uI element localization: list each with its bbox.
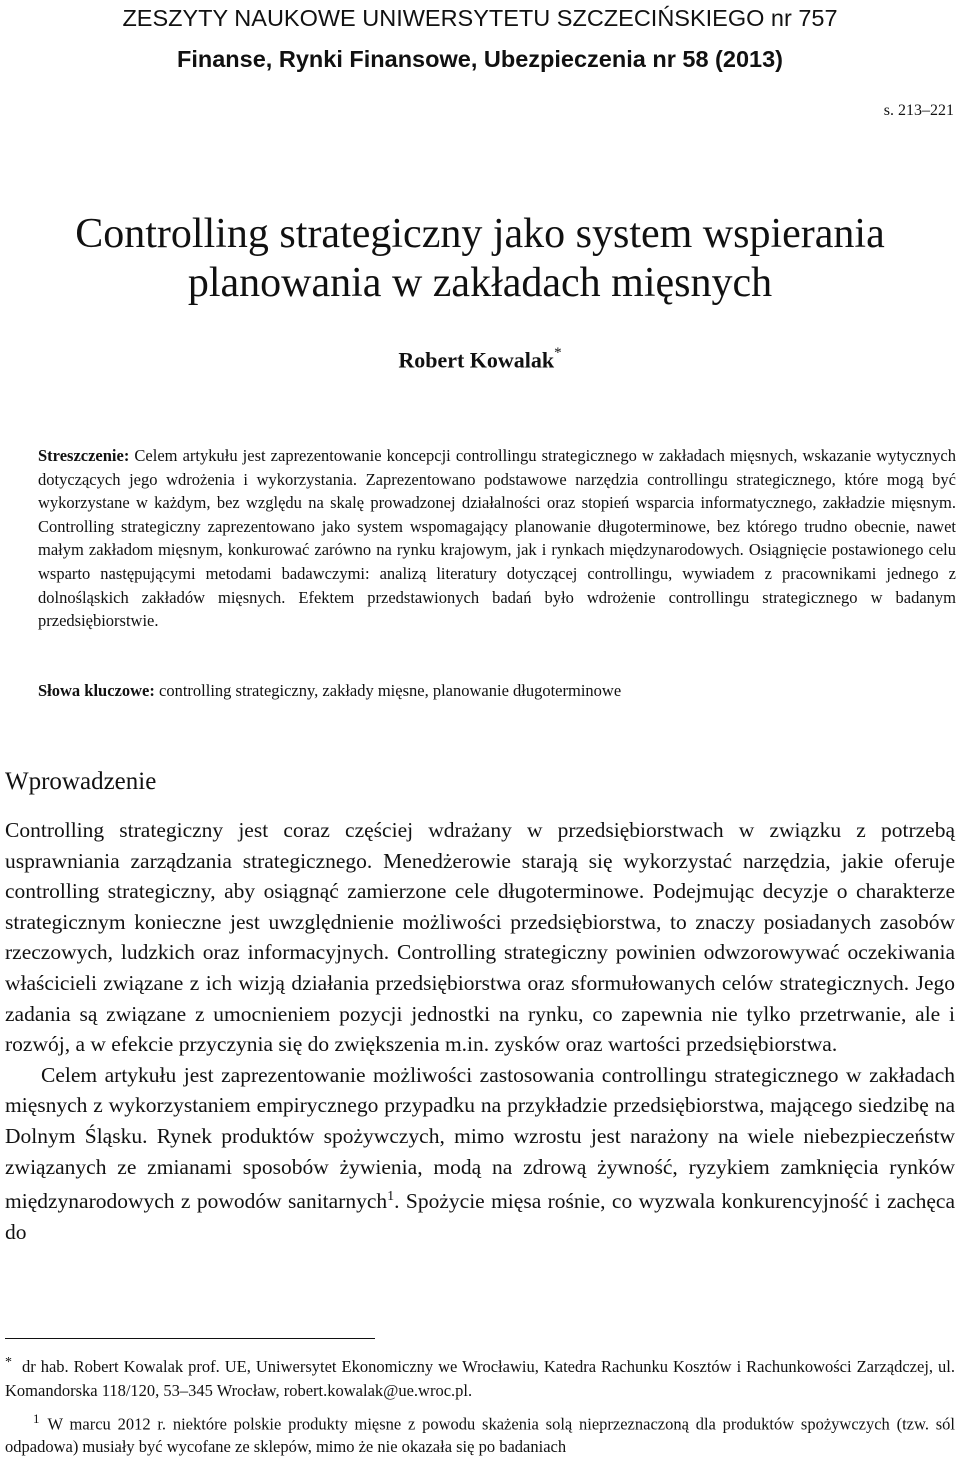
paragraph-1: Controlling strategiczny jest coraz częściej wdrażany w przedsiębiorstwach w związku z potrzebą usprawniania zarządzania strategicznego. Menedżerowie starają się wykorzystać narzędzia, jakie oferuje controlling strategiczny, aby osiągnąć zamierzone cele długoterminowe. Podejmując decyzje o charakterze strategicznym konieczne jest uwzględnienie możliwości przedsiębiorstwa, to znaczy posiadanych zasobów rzeczowych, ludzkich oraz informacyjnych. Controlling strategiczny powinien odwzorowywać oczekiwania właścicieli związane z ich wizją działania przedsiębiorstwa oraz sformułowanych celów strategicznych. Jego zadania są związane z umocnieniem pozycji jednostki na rynku, co zapewnia nie tylko przetrwanie, ale i rozwój, a w efekcie przyczynia się do zwiększenia m.in. zysków oraz wartości przedsiębiorstwa.: [5, 818, 955, 1057]
abstract-text: Celem artykułu jest zaprezentowanie koncepcji controllingu strategicznego w zakładach mięsnych, wskazanie wytycznych dotyczących jego wdrożenia i wykorzystania. Zaprezentowano podstawowe narzędzia controllingu strategicznego, które mogą być wykorzystane w każdym, bez względu na skalę prowadzonej działalności oraz stopień wsparcia informatycznego, zakładzie mięsnym. Controlling strategiczny zaprezentowano jako system wspomagający planowanie długoterminowe, bez którego trudno obecnie, nawet małym zakładom mięsnym, konkurować zarówno na rynku krajowym, jak i rynkach międzynarodowych. Osiągnięcie postawionego celu wsparto następującymi metodami badawczymi: analizą literatury dotyczącej controllingu, wywiadem z pracownikami jednego z dolnośląskich zakładów mięsnych. Efektem przedstawionych badań było wdrożenie controllingu strategicznego w badanym przedsiębiorstwie.: [38, 446, 956, 631]
article-title-line1: Controlling strategiczny jako system wspierania: [75, 211, 885, 257]
paragraph-2: [5, 1060, 955, 1248]
journal-series-title: ZESZYTY NAUKOWE UNIWERSYTETU SZCZECIŃSKIEGO nr 757: [122, 5, 838, 31]
author-name: Robert Kowalak: [398, 347, 555, 373]
journal-issue-title: Finanse, Rynki Finansowe, Ubezpieczenia nr 58 (2013): [177, 46, 783, 72]
article-title: [0, 210, 960, 308]
keywords-label: Słowa kluczowe:: [38, 681, 155, 700]
footnote-ref-1: 1: [387, 1189, 395, 1205]
footnotes: [5, 1356, 955, 1458]
author-footnote-mark: *: [554, 345, 562, 361]
abstract: [38, 444, 956, 633]
footnote-1: [5, 1408, 955, 1458]
author: [0, 340, 960, 375]
section-heading: Wprowadzenie: [5, 768, 157, 795]
footnote-author-text: dr hab. Robert Kowalak prof. UE, Uniwersytet Ekonomiczny we Wrocławiu, Katedra Rachunku Kosztów i Rachunkowości Zarządczej, ul. Komandorska 118/120, 53–345 Wrocław, robert.kowalak@ue.wroc.pl.: [5, 1357, 955, 1400]
body-text: [5, 815, 955, 1247]
abstract-label: Streszczenie:: [38, 446, 130, 465]
keywords: [38, 679, 956, 703]
keywords-text: controlling strategiczny, zakłady mięsne, planowanie długoterminowe: [159, 681, 622, 700]
footnote-1-text: W marcu 2012 r. niektóre polskie produkty mięsne z powodu skażenia solą nieprzeznaczoną dla produktów spożywczych (tzw. sól odpadowa) musiały być wycofane ze sklepów, mimo że nie okazała się po badaniach: [5, 1414, 955, 1456]
paragraph-2-text-b: . Spożycie mięsa rośnie, co wyzwala konkurencyjność i zachęca do: [5, 1189, 955, 1244]
page-range: s. 213–221: [883, 102, 954, 119]
footnote-author: [5, 1356, 955, 1402]
paragraph-2-text-a: Celem artykułu jest zaprezentowanie możliwości zastosowania controllingu strategicznego w zakładach mięsnych z wykorzystaniem empirycznego przypadku na przykładzie przedsiębiorstwa, mającego siedzibę na Dolnym Śląsku. Rynek produktów spożywczych, mimo wzrostu jest narażony na wiele niebezpieczeństw związanych ze zmianami sposobów żywienia, modą na zdrową żywność, ryzykiem zamknięcia rynków międzynarodowych z powodów sanitarnych: [5, 1062, 955, 1214]
article-title-line2: planowania w zakładach mięsnych: [187, 260, 773, 306]
footnote-1-mark: 1: [33, 1411, 40, 1426]
footnote-separator: [5, 1338, 375, 1339]
footnote-author-mark: *: [5, 1355, 12, 1370]
